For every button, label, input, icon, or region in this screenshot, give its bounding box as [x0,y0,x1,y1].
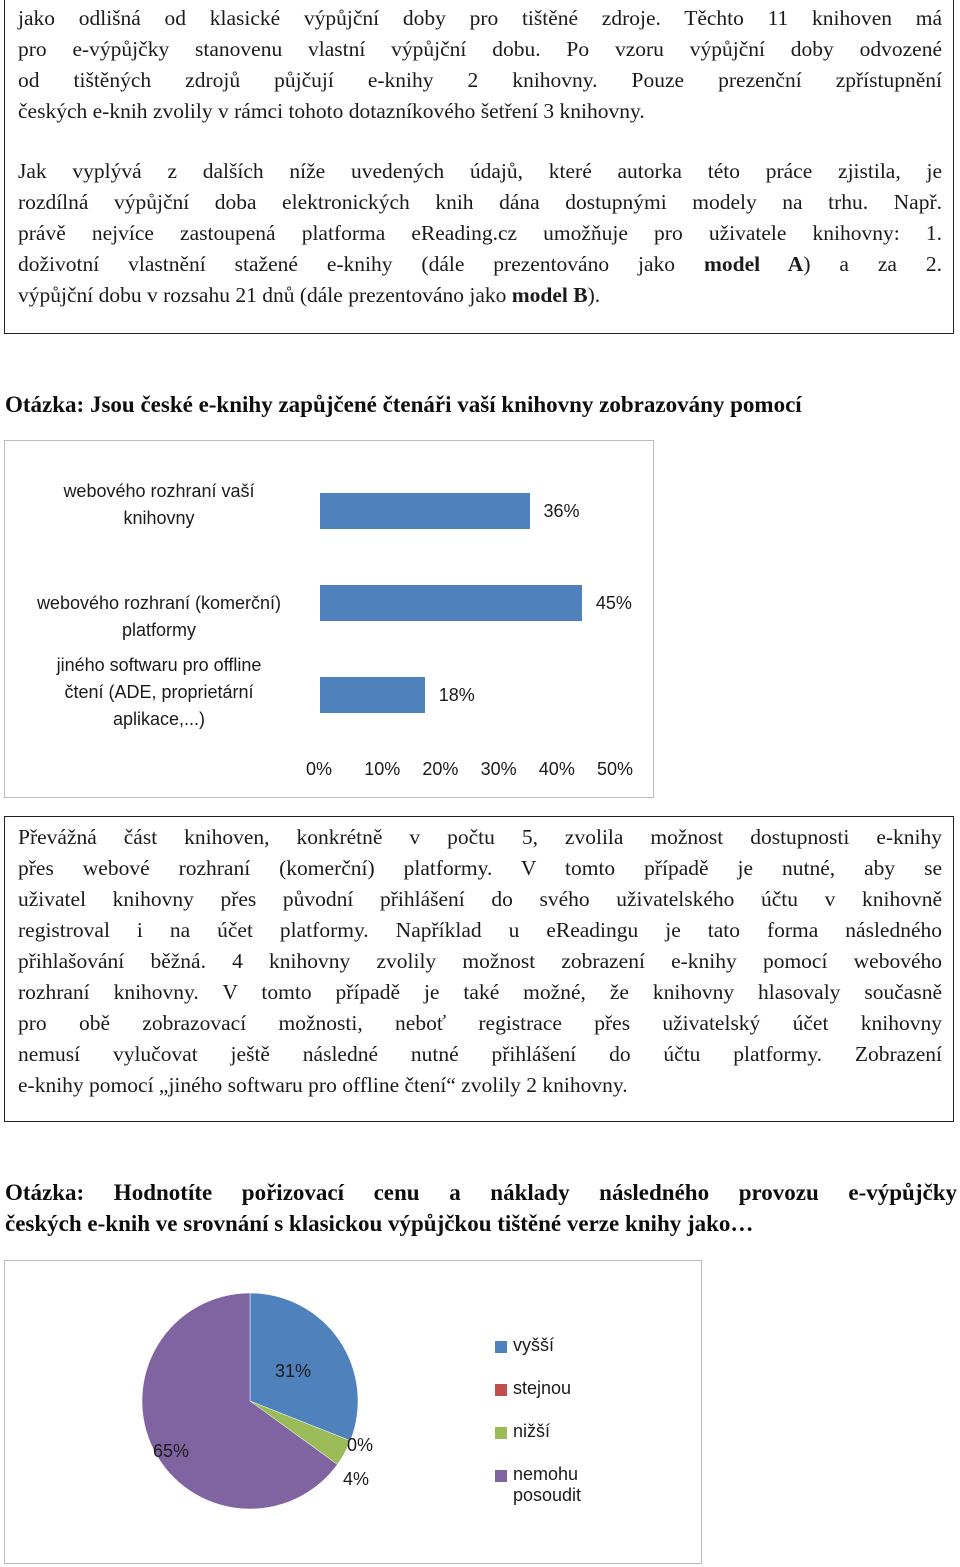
x-tick-label: 20% [422,759,459,779]
bar-value-label: 45% [595,593,632,613]
text-line: českých e-knih zvolily v rámci tohoto dotazníkového šetření 3 knihovny. [18,99,645,123]
text-line: registroval i na účet platformy. Například u eReadingu je tato forma následného [18,918,942,942]
legend-label: nižší [513,1421,551,1441]
bar-chart-plot [5,441,655,799]
middle-text-box [4,816,954,1122]
text-line: jako odlišná od klasické výpůjční doby pro tištěné zdroje. Těchto 11 knihoven má [18,6,942,30]
bar-value-label: 18% [438,685,475,705]
text-segment: ) a za 2. [803,252,942,276]
category-label-line: čtení (ADE, proprietární [64,682,254,702]
legend-swatch [495,1341,507,1353]
legend-swatch [495,1427,507,1439]
x-tick-label: 0% [306,759,333,779]
text-line: právě nejvíce zastoupená platforma eReading.cz umožňuje pro uživatele knihovny: 1. [18,221,942,245]
bar-value-label: 36% [543,501,580,521]
category-label-line: webového rozhraní (komerční) [36,593,282,613]
question-2-heading-line-2: českých e-knih ve srovnání s klasickou výpůjčkou tištěné verze knihy jako… [5,1211,754,1236]
category-label-line: jiného softwaru pro offline [56,655,262,675]
model-a-term: model A [703,252,804,276]
text-line: e-knihy pomocí „jiného softwaru pro offline čtení“ zvolily 2 knihovny. [18,1073,628,1097]
bar-chart [4,440,654,798]
text-line [18,249,942,280]
category-label-line: platformy [121,620,197,640]
legend-label: vyšší [513,1335,555,1355]
pie-value-label: 0% [347,1435,374,1455]
pie-value-label: 31% [275,1361,312,1381]
text-segment: výpůjční dobu v rozsahu 21 dnů (dále prezentováno jako [18,283,512,307]
question-2-heading-line-1: Otázka: Hodnotíte pořizovací cenu a náklady následného provozu e-výpůjčky [5,1180,957,1205]
pie-value-label: 4% [343,1469,370,1489]
text-segment: doživotní vlastnění stažené e-knihy (dále prezentováno jako [18,252,704,276]
pie-chart [4,1260,702,1564]
bar [320,493,530,529]
category-label-line: webového rozhraní vaší [63,481,255,501]
x-tick-label: 40% [538,759,575,779]
text-line: pro obě zobrazovací možnosti, neboť registrace přes uživatelský účet knihovny [18,1011,942,1035]
text-line: přes webové rozhraní (komerční) platformy. V tomto případě je nutné, aby se [18,856,942,880]
text-line: Jak vyplývá z dalších níže uvedených údajů, které autorka této práce zjistila, je [18,159,942,183]
legend-swatch [495,1384,507,1396]
legend-swatch [495,1470,507,1482]
legend-label: nemohu posoudit [513,1464,582,1505]
text-segment: ). [587,283,601,307]
category-label [5,652,313,733]
model-b-term: model B [511,283,588,307]
category-label [5,590,313,644]
text-line: od tištěných zdrojů půjčují e-knihy 2 knihovny. Pouze prezenční zpřístupnění [18,68,942,92]
category-label [5,478,313,532]
bar [320,585,582,621]
text-line: rozhraní knihovny. V tomto případě je také možné, že knihovny hlasovaly současně [18,980,942,1004]
category-label-line: aplikace,...) [112,709,206,729]
text-line: přihlašování běžná. 4 knihovny zvolily možnost zobrazení e-knihy pomocí webového [18,949,942,973]
bar [320,677,425,713]
text-line [18,280,942,311]
text-line: Převážná část knihoven, konkrétně v počtu 5, zvolila možnost dostupnosti e-knihy [18,825,942,849]
x-tick-label: 50% [597,759,634,779]
top-text-box [4,0,954,334]
x-tick-label: 10% [364,759,401,779]
text-line: uživatel knihovny přes původní přihlášení do svého uživatelského účtu v knihovně [18,887,942,911]
pie-value-label: 65% [153,1441,190,1461]
category-label-line: knihovny [123,508,195,528]
legend-label: stejnou [513,1378,572,1398]
pie-chart-plot [5,1261,701,1563]
x-tick-label: 30% [480,759,517,779]
question-1-heading: Otázka: Jsou české e-knihy zapůjčené čtenáři vaší knihovny zobrazovány pomocí [5,392,802,417]
text-line: pro e-výpůjčky stanovenu vlastní výpůjční dobu. Po vzoru výpůjční doby odvozené [18,37,942,61]
text-line: nemusí vylučovat ještě následné nutné přihlášení do účtu platformy. Zobrazení [18,1042,942,1066]
text-line: rozdílná výpůjční doba elektronických knih dána dostupnými modely na trhu. Např. [18,190,942,214]
